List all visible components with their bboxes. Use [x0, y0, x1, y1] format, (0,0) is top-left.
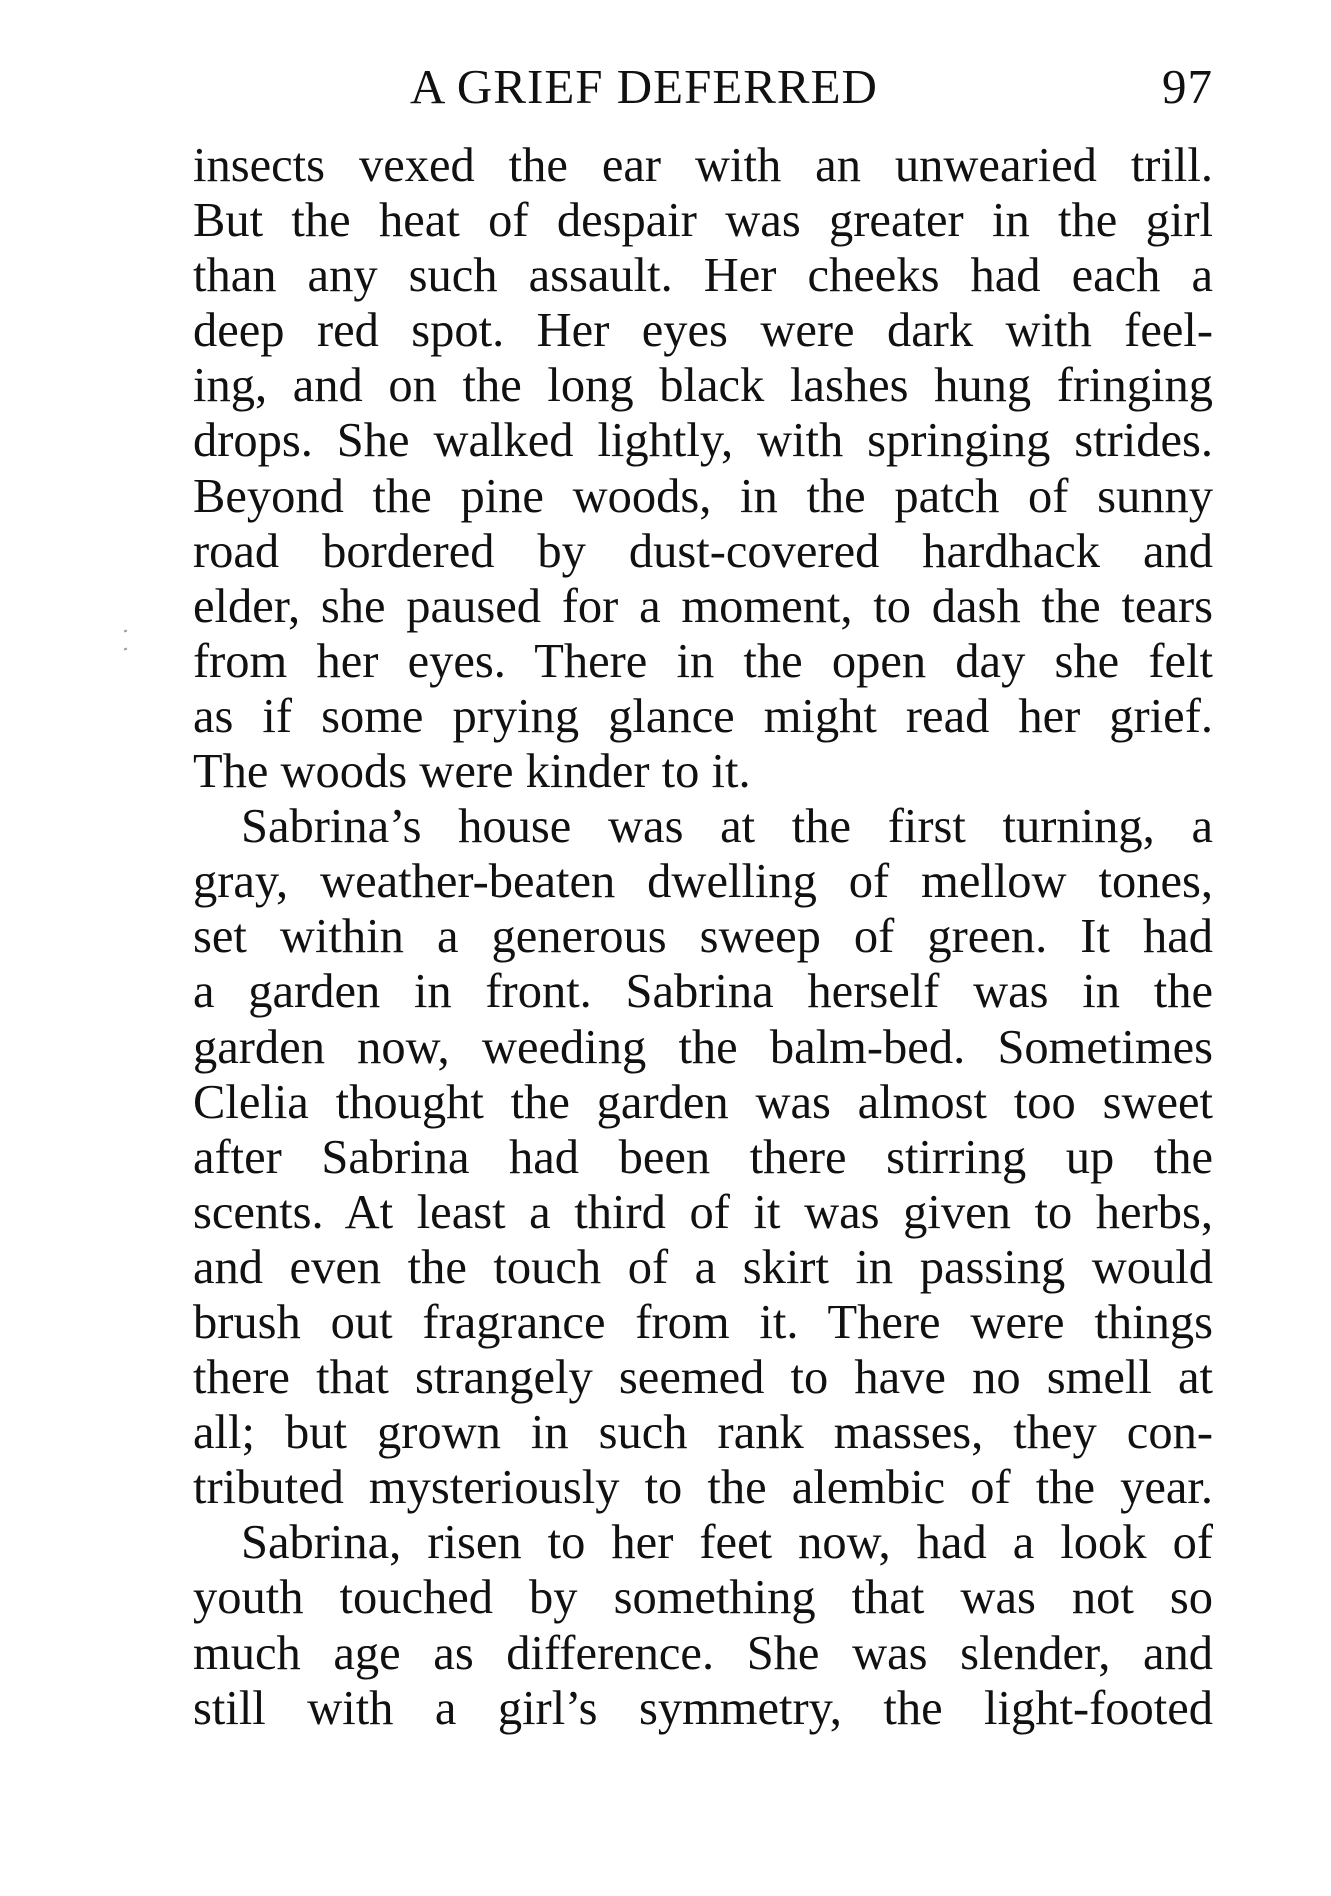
- text-line: youth touched by something that was not so: [193, 1571, 1213, 1625]
- text-line: Sabrina’s house was at the first turning, a: [241, 800, 1213, 854]
- running-head: [193, 58, 1213, 118]
- text-line: a garden in front. Sabrina herself was in the: [193, 965, 1213, 1019]
- text-line: tributed mysteriously to the alembic of the year.: [193, 1461, 1213, 1515]
- margin-speck: [124, 630, 136, 672]
- text-line: set within a generous sweep of green. It had: [193, 910, 1213, 964]
- text-line: there that strangely seemed to have no smell at: [193, 1351, 1213, 1405]
- text-line: Clelia thought the garden was almost too sweet: [193, 1075, 1213, 1129]
- text-line: drops. She walked lightly, with springing strides.: [193, 414, 1213, 468]
- page-number: 97: [1162, 59, 1213, 114]
- text-line: ing, and on the long black lashes hung fringing: [193, 359, 1213, 413]
- text-line: scents. At least a third of it was given to herbs,: [193, 1185, 1213, 1239]
- text-line: than any such assault. Her cheeks had each a: [193, 249, 1213, 303]
- text-line: But the heat of despair was greater in the girl: [193, 194, 1213, 248]
- text-line: from her eyes. There in the open day she felt: [193, 634, 1213, 688]
- text-line: and even the touch of a skirt in passing would: [193, 1240, 1213, 1294]
- text-line: deep red spot. Her eyes were dark with feel-: [193, 304, 1213, 358]
- text-line: all; but grown in such rank masses, they con-: [193, 1406, 1213, 1460]
- text-line: brush out fragrance from it. There were things: [193, 1295, 1213, 1349]
- running-title: A GRIEF DEFERRED: [410, 59, 878, 114]
- text-line: garden now, weeding the balm-bed. Sometimes: [193, 1020, 1213, 1074]
- text-line: as if some prying glance might read her grief.: [193, 689, 1213, 743]
- text-line: gray, weather-beaten dwelling of mellow tones,: [193, 855, 1213, 909]
- text-line: Sabrina, risen to her feet now, had a look of: [241, 1516, 1213, 1570]
- text-line: elder, she paused for a moment, to dash the tears: [193, 579, 1213, 633]
- text-line: road bordered by dust-covered hardhack and: [193, 524, 1213, 578]
- text-line: insects vexed the ear with an unwearied trill.: [193, 139, 1213, 192]
- text-line: The woods were kinder to it.: [193, 745, 751, 799]
- text-line: much age as difference. She was slender, and: [193, 1626, 1213, 1680]
- text-line: still with a girl’s symmetry, the light-footed: [193, 1681, 1213, 1735]
- body-text: [193, 138, 1213, 1736]
- text-line: Beyond the pine woods, in the patch of sunny: [193, 469, 1213, 523]
- text-line: after Sabrina had been there stirring up the: [193, 1130, 1213, 1184]
